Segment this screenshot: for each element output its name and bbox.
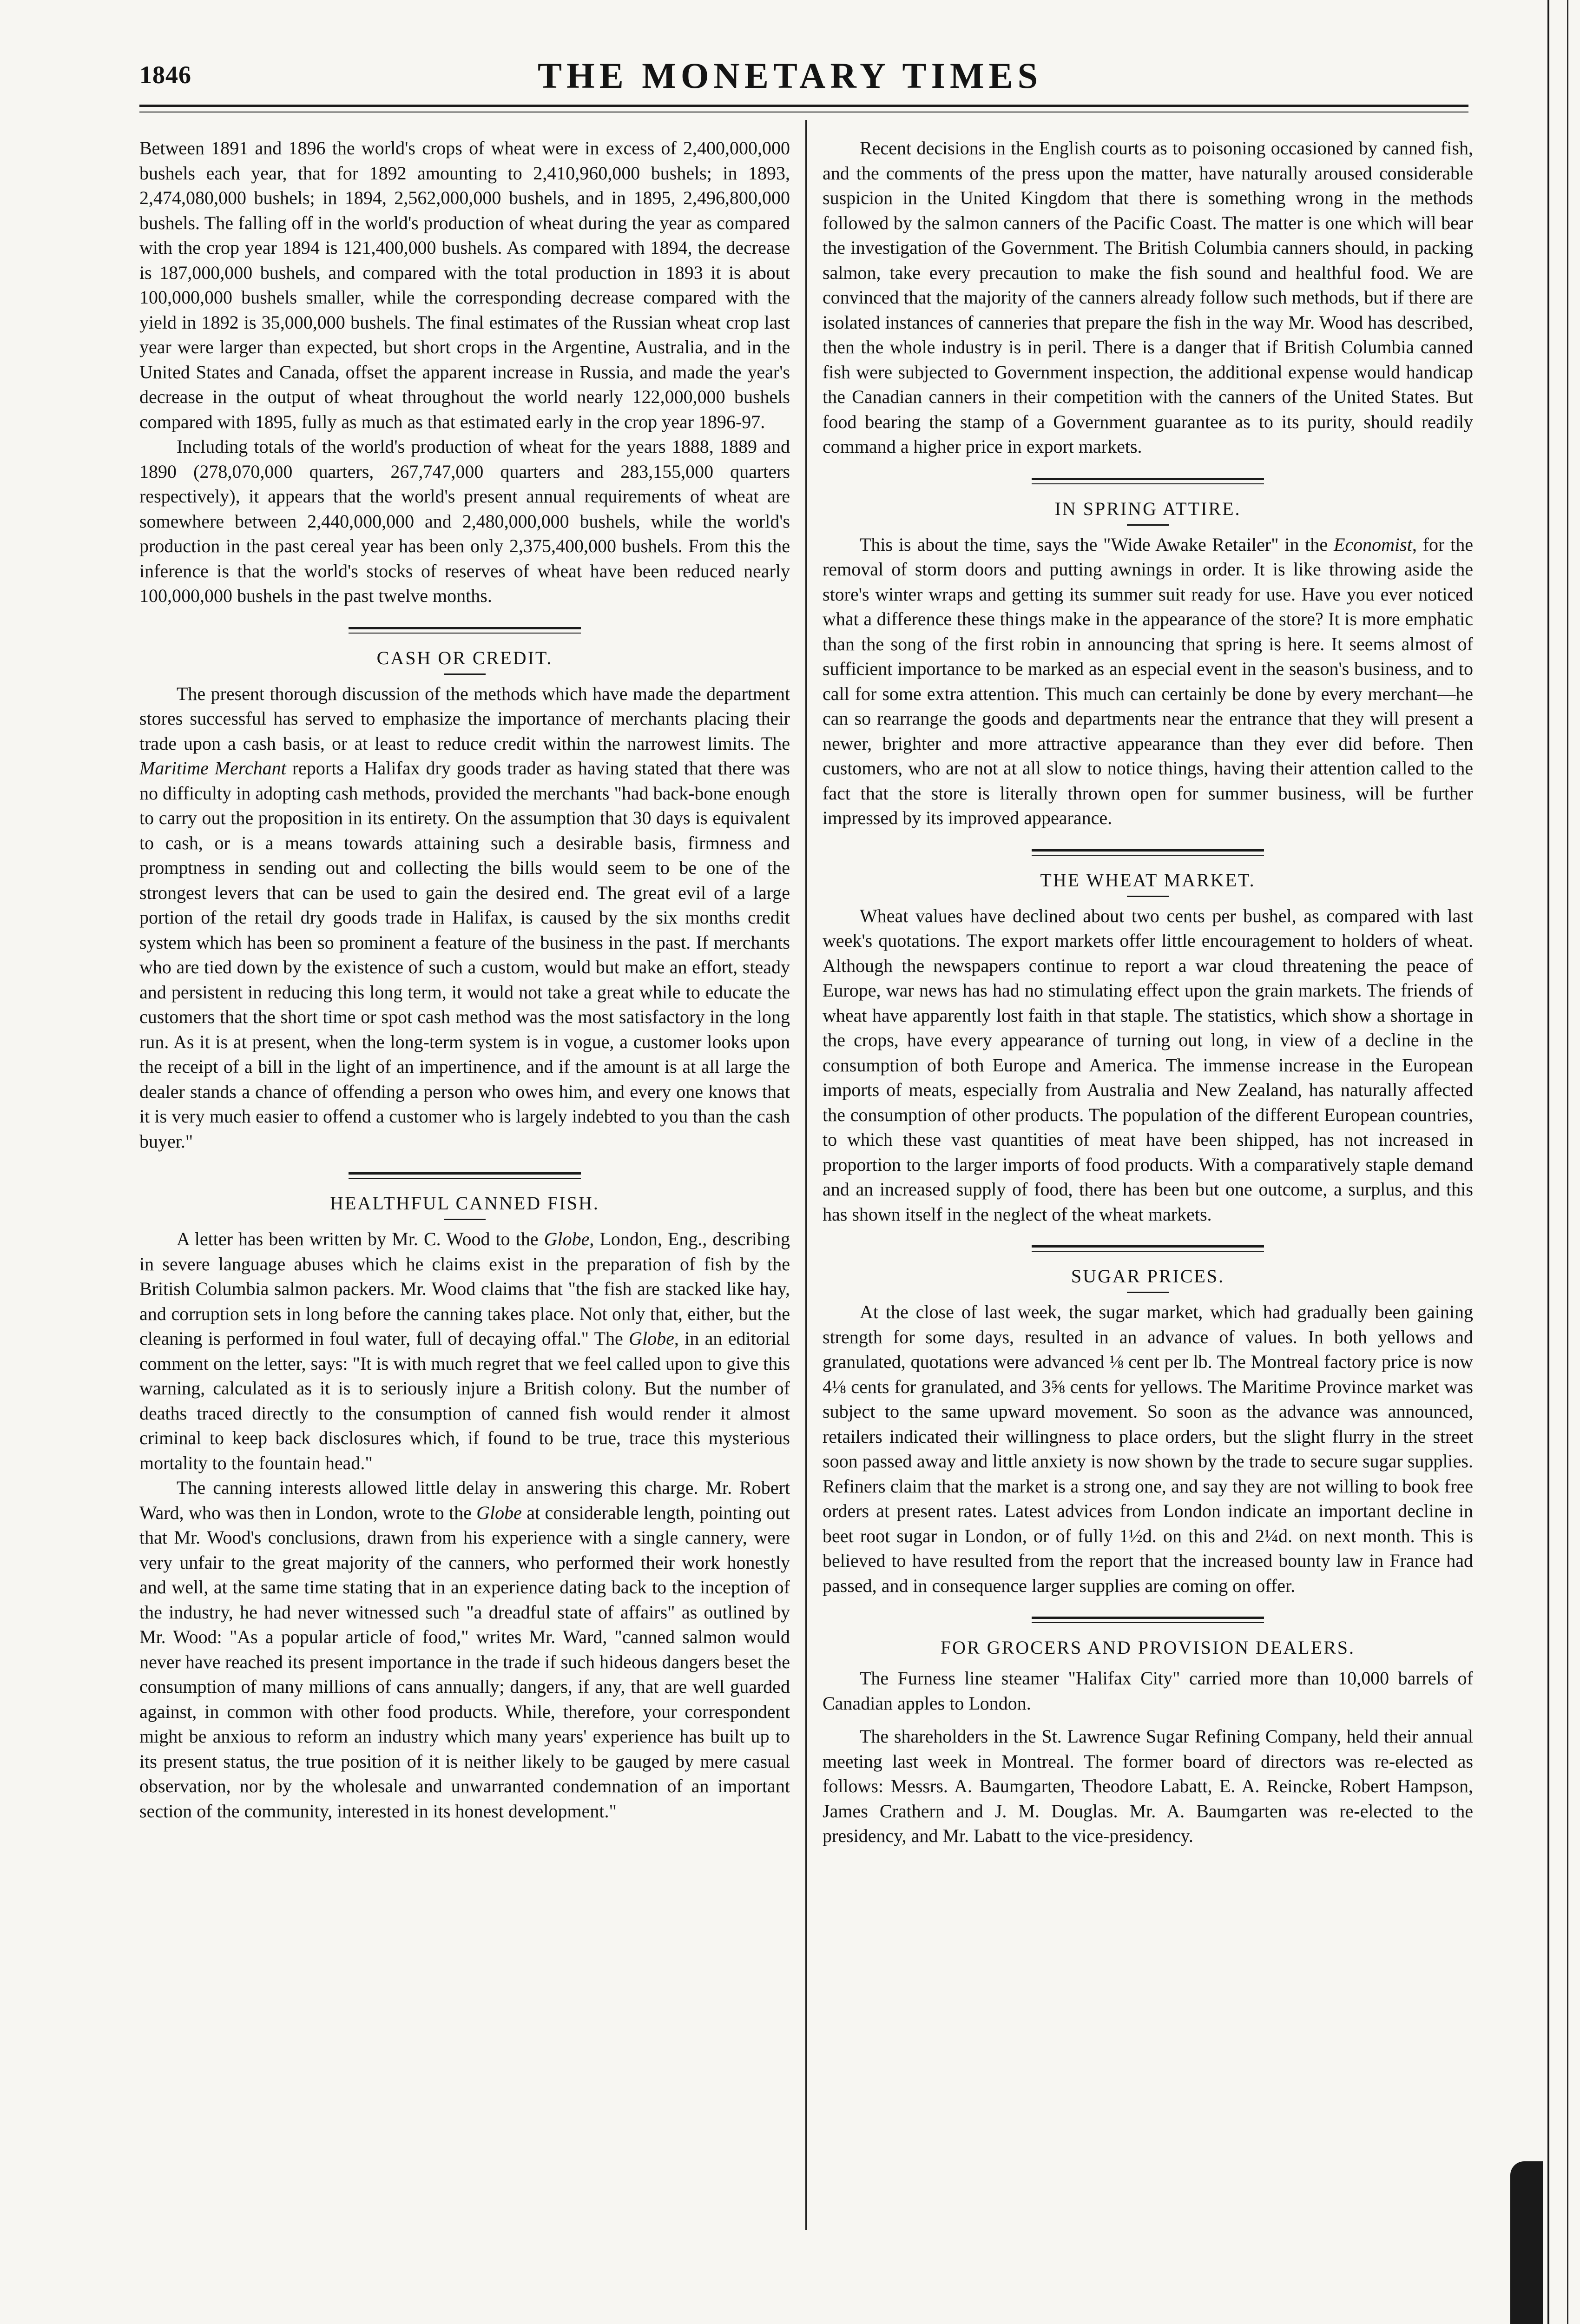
binding-shadow xyxy=(1510,2161,1543,2324)
masthead-title: THE MONETARY TIMES xyxy=(538,55,1042,96)
publication-name: Globe xyxy=(476,1502,522,1523)
section-title: CASH OR CREDIT. xyxy=(376,647,553,668)
page-number: 1846 xyxy=(139,61,191,89)
page-edge-line xyxy=(1547,0,1549,2324)
article-paragraph: Wheat values have declined about two cents per bushel, as compared with last week's quotations. The export markets offer little encouragement to holders of wheat. Although the newspapers continue to report a war cloud threatening the peace of Europe, war news has had no stimulating effect upon the grain markets. The friends of wheat have apparently lost faith in that staple. The statistics, which show a shortage in the crops, have every appearance of turning out long, in view of a decline in the consumption of both Europe and America. The immense increase in the European imports of meats, especially from Australia and New Zealand, has naturally affected the consumption of other products. The population of the different European countries, to which these vast quantities of meat have been shipped, has not increased in proportion to the larger imports of food products. With a comparatively staple demand and an increased supply of food, there has been but one outcome, a surplus, and this has shown itself in the neglect of the wheat markets. xyxy=(823,905,1473,1225)
section-separator xyxy=(349,1172,581,1179)
publication-name: Economist xyxy=(1333,534,1412,555)
section-title: HEALTHFUL CANNED FISH. xyxy=(330,1193,599,1214)
header-rule xyxy=(139,105,1468,107)
section-separator xyxy=(1032,849,1264,856)
publication-name: Globe xyxy=(544,1228,590,1249)
article-paragraph: The canning interests allowed little delay in answering this charge. Mr. Robert Ward, who was then in London, wrote to the Globe at considerable length, pointing out that Mr. Wood's conclusions, drawn from his experience with a single cannery, were very unfair to the great majority of the canners, who performed their work honestly and well, at the same time stating that in an experience dating back to the inception of the industry, he had never witnessed such "a dreadful state of affairs" as outlined by Mr. Wood: "As a popular article of food," writes Mr. Ward, "canned salmon would never have reached its present importance in the trade if such hideous dangers beset the consumption of many millions of cans annually; dangers, if any, that are well guarded against, in common with other food products. While, therefore, your correspondent might be anxious to reform an industry which many years' experience has built up to its present status, the true position of it is neither likely to be gauged by mere casual observation, nor by the wholesale and unwarranted condemnation of an important section of the community, interested in its honest development." xyxy=(139,1477,790,1822)
wheat-totals-paragraph: Including totals of the world's production of wheat for the years 1888, 1889 and 1890 (278,070,000 quarters, 267,747,000 quarters and 283,155,000 quarters respectively), it appears that the world's present annual requirements of wheat are somewhere between 2,440,000,000 and 2,480,000,000 bushels, while the world's production in the past cereal year has been only 2,375,400,000 bushels. From this the inference is that the world's stocks of reserves of wheat have been reduced nearly 100,000,000 bushels in the past twelve months. xyxy=(139,436,790,606)
article-paragraph: The present thorough discussion of the methods which have made the department stores successful has served to emphasize the importance of merchants placing their trade upon a cash basis, or at least to reduce credit within the narrowest limits. The Maritime Merchant reports a Halifax dry goods trader as having stated that there was no difficulty in adopting cash methods, provided the merchants "had back-bone enough to carry out the proposition in its entirety. On the assumption that 30 days is equivalent to cash, or is a means towards attaining such a desirable basis, firmness and promptness in sending out and collecting the bills would seem to be one of the strongest levers that can be used to gain the desired end. The great evil of a large portion of the retail dry goods trade in Halifax, is caused by the six months credit system which has been so prominent a feature of the business in the past. If merchants who are tied down by the existence of such a custom, would but make an effort, steady and persistent in reducing this long term, it would not take a great while to educate the customers that the short time or spot cash method was the most satisfactory in the long run. As it is at present, when the long-term system is in vogue, a customer looks upon the receipt of a bill in the light of an impertinence, and if the amount is at all large the dealer stands a chance of offending a person who owes him, and every one knows that it is very much easier to offend a customer who is largely indebted to you than the cash buyer." xyxy=(139,683,790,1152)
section-cash-or-credit xyxy=(139,627,790,1154)
section-title: SUGAR PRICES. xyxy=(1071,1266,1225,1287)
title-underline xyxy=(1127,896,1169,897)
column-divider xyxy=(805,120,807,2230)
title-underline xyxy=(1127,1292,1169,1293)
left-column xyxy=(139,136,790,1823)
right-column xyxy=(823,136,1473,1849)
article-paragraph: This is about the time, says the "Wide Awake Retailer" in the Economist, for the removal of storm doors and putting awnings in order. It is like throwing aside the store's winter wraps and getting its summer suit ready for use. Have you ever noticed what a difference these things make in the appearance of the store? It is more emphatic than the song of the first robin in announcing that spring is here. It seems almost of sufficient importance to be marked as an especial event in the season's business, and to call for some extra attention. This much can certainly be done by every merchant—he can so rearrange the goods and departments near the entrance that they will present a newer, brighter and more attractive appearance than they ever did before. Then customers, who are not at all slow to notice things, having their attention called to the fact that the store is literally thrown open for summer business, will be further impressed by its improved appearance. xyxy=(823,534,1473,828)
section-title: THE WHEAT MARKET. xyxy=(1040,869,1256,891)
section-the-wheat-market xyxy=(823,849,1473,1227)
section-title: FOR GROCERS AND PROVISION DEALERS. xyxy=(940,1637,1356,1658)
section-sugar-prices xyxy=(823,1245,1473,1598)
section-healthful-canned-fish xyxy=(139,1172,790,1823)
section-title: IN SPRING ATTIRE. xyxy=(1054,498,1241,519)
page-edge-line-outer xyxy=(1567,0,1568,2324)
title-underline xyxy=(1127,524,1169,526)
section-separator xyxy=(1032,1617,1264,1623)
section-in-spring-attire xyxy=(823,478,1473,831)
article-paragraph: A letter has been written by Mr. C. Wood to the Globe, London, Eng., describing in severe language abuses which he claims exist in the preparation of fish by the British Columbia salmon packers. Mr. Wood claims that "the fish are stacked like hay, and corruption sets in long before the canning takes place. Not only that, either, but the cleaning is performed in foul water, full of decaying offal." The Globe, in an editorial comment on the letter, says: "It is with much regret that we feel called upon to give this warning, calculated as it is to seriously injure a British colony. But the number of deaths traced directly to the consumption of canned fish would render it almost criminal to keep back disclosures which, if found to be true, trace this mysterious mortality to the fountain head." xyxy=(139,1228,790,1473)
section-for-grocers xyxy=(823,1617,1473,1849)
wheat-crops-paragraph: Between 1891 and 1896 the world's crops of wheat were in excess of 2,400,000,000 bushels each year, that for 1892 amounting to 2,410,960,000 bushels; in 1893, 2,474,080,000 bushels; in 1894, 2,562,000,000 bushels, and in 1895, 2,496,800,000 bushels. The falling off in the world's production of wheat during the year as compared with the crop year 1894 is 121,400,000 bushels. As compared with 1894, the decrease is 187,000,000 bushels, and compared with the total production in 1893 it is about 100,000,000 bushels smaller, while the corresponding decrease compared with the yield in 1892 is 35,000,000 bushels. The final estimates of the Russian wheat crop last year were larger than expected, but short crops in the Argentine, Australia, and in the United States and Canada, offset the apparent increase in Russia, and made the year's decrease in the output of wheat throughout the world nearly 122,000,000 bushels compared with 1895, fully as much as that estimated early in the crop year 1896-97. xyxy=(139,138,790,432)
section-separator xyxy=(1032,1245,1264,1252)
publication-name: Maritime Merchant xyxy=(139,758,286,779)
article-paragraph: The shareholders in the St. Lawrence Sugar Refining Company, held their annual meeting last week in Montreal. The former board of directors was re-elected as follows: Messrs. A. Baumgarten, Theodore Labatt, E. A. Reincke, Robert Hampson, James Crathern and J. M. Douglas. Mr. A. Baumgarten was re-elected to the presidency, and Mr. Labatt to the vice-presidency. xyxy=(823,1726,1473,1846)
section-separator xyxy=(1032,478,1264,484)
title-underline xyxy=(444,673,486,675)
article-paragraph: At the close of last week, the sugar market, which had gradually been gaining strength for some days, resulted in an advance of values. In both yellows and granulated, quotations were advanced ⅛ cent per lb. The Montreal factory price is now 4⅛ cents for granulated, and 3⅝ cents for yellows. The Maritime Province market was subject to the same upward movement. So soon as the advance was announced, retailers indicated their willingness to place orders, but the slight flurry in the street soon passed away and little anxiety is now shown by the trade to secure sugar supplies. Refiners claim that the market is a strong one, and say they are not willing to book free orders at present rates. Latest advices from London indicate an important decline in beet root sugar in London, or of fully 1½d. on this and 2¼d. on next month. This is believed to have resulted from the report that the increased bounty law in France had passed, and in consequence larger supplies are coming on offer. xyxy=(823,1301,1473,1596)
section-separator xyxy=(349,627,581,634)
title-underline xyxy=(444,1219,486,1220)
publication-name: Globe xyxy=(629,1328,674,1349)
article-paragraph: The Furness line steamer "Halifax City" carried more than 10,000 barrels of Canadian apples to London. xyxy=(823,1668,1473,1714)
canned-fish-editorial-paragraph: Recent decisions in the English courts as to poisoning occasioned by canned fish, and the comments of the press upon the matter, have naturally aroused considerable suspicion in the United Kingdom that there is something wrong in the methods followed by the salmon canners of the Pacific Coast. The matter is one which will bear the investigation of the Government. The British Columbia canners should, in packing salmon, take every precaution to make the fish sound and healthful food. We are convinced that the majority of the canners already follow such methods, but if there are isolated instances of canneries that prepare the fish in the way Mr. Wood has described, then the whole industry is in peril. There is a danger that if British Columbia canned fish were subjected to Government inspection, the additional expense would handicap the Canadian canners in their competition with the canners of the United States. But food bearing the stamp of a Government guarantee as to its purity, should readily command a higher price in export markets. xyxy=(823,138,1473,457)
